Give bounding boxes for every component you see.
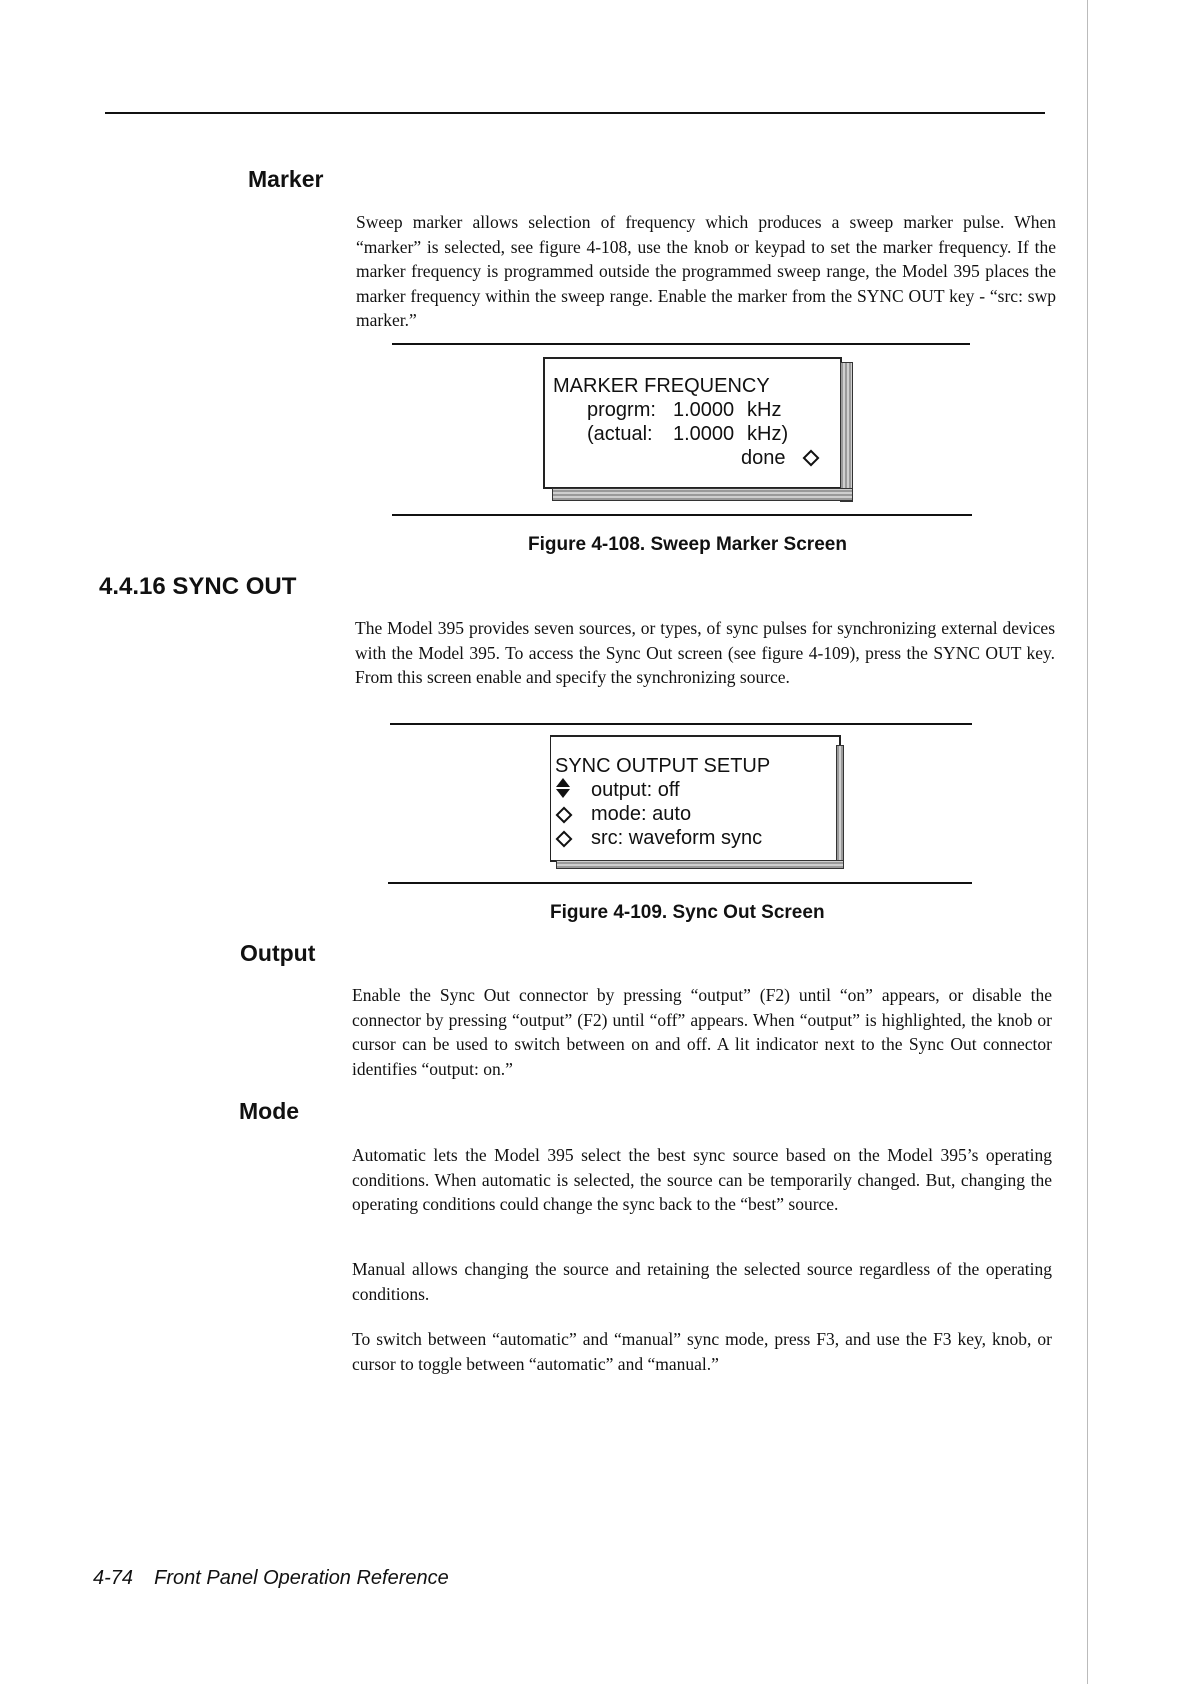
screen-shadow-bottom: [556, 860, 844, 869]
diamond-icon: [556, 831, 573, 848]
src-line: src: waveform sync: [591, 827, 763, 849]
mode-line: mode: auto: [591, 803, 692, 825]
top-rule: [105, 112, 1045, 114]
footer-section-title: Front Panel Operation Reference: [154, 1567, 449, 1589]
scan-margin-line: [1087, 0, 1088, 1684]
output-line: output: off: [591, 779, 680, 801]
diamond-icon: [556, 807, 573, 824]
progrm-unit: kHz: [747, 399, 782, 421]
actual-unit: kHz): [747, 423, 789, 445]
figure-108-top-rule: [392, 343, 970, 345]
screen-title: MARKER FREQUENCY: [553, 375, 770, 397]
up-down-arrow-icon: [555, 778, 571, 800]
mode-paragraph-1: Automatic lets the Model 395 select the best sync source based on the Model 395’s operating conditions. When automatic is selected, the source can be temporarily changed. But, changing the operating conditions could change the sync back to the “best” source.: [352, 1145, 1052, 1214]
page-number: 4-74: [93, 1567, 134, 1589]
page-footer: [93, 1567, 449, 1590]
done-label: done: [741, 447, 786, 469]
progrm-label: progrm:: [587, 399, 656, 421]
screen-shadow-right: [836, 745, 844, 869]
screen-title: SYNC OUTPUT SETUP: [555, 755, 771, 777]
figure-109-caption: Figure 4-109. Sync Out Screen: [550, 902, 825, 923]
figure-108-caption: Figure 4-108. Sweep Marker Screen: [528, 534, 847, 555]
screen-shadow-bottom: [552, 488, 853, 501]
marker-paragraph: Sweep marker allows selection of frequency which produces a sweep marker pulse. When “marker” is selected, see figure 4-108, use the knob or keypad to set the marker frequency. If the marker frequency is programmed outside the programmed sweep range, the Model 395 places the marker frequency within the sweep range. Enable the marker from the SYNC OUT key - “src: swp marker.”: [356, 212, 1056, 330]
output-heading: Output: [240, 940, 316, 966]
figure-109-bottom-rule: [388, 882, 972, 884]
figure-109-top-rule: [390, 723, 972, 725]
sync-output-setup-screen: [550, 735, 841, 862]
screen-shadow-right: [840, 362, 853, 502]
actual-value: 1.0000: [673, 423, 735, 445]
mode-heading: Mode: [239, 1098, 300, 1124]
sync-out-heading: 4.4.16 SYNC OUT: [99, 573, 297, 600]
diamond-icon: [803, 450, 820, 467]
mode-paragraph-2: Manual allows changing the source and retaining the selected source regardless of the operating conditions.: [352, 1259, 1052, 1304]
marker-heading: Marker: [248, 166, 324, 192]
sync-out-paragraph: The Model 395 provides seven sources, or types, of sync pulses for synchronizing external devices with the Model 395. To access the Sync Out screen (see figure 4-109), press the SYNC OUT key. From this screen enable and specify the synchronizing source.: [355, 618, 1055, 687]
figure-108-bottom-rule: [392, 514, 972, 516]
output-paragraph: Enable the Sync Out connector by pressing “output” (F2) until “on” appears, or disable the connector by pressing “output” (F2) until “off” appears. When “output” is highlighted, the knob or cursor can be used to switch between on and off. A lit indicator next to the Sync Out connector identifies “output: on.”: [352, 985, 1052, 1079]
marker-frequency-screen: [543, 357, 842, 489]
actual-label: (actual:: [587, 423, 653, 445]
mode-paragraph-3: To switch between “automatic” and “manual” sync mode, press F3, and use the F3 key, knob, or cursor to toggle between “automatic” and “manual.”: [352, 1329, 1052, 1374]
progrm-value: 1.0000: [673, 399, 735, 421]
